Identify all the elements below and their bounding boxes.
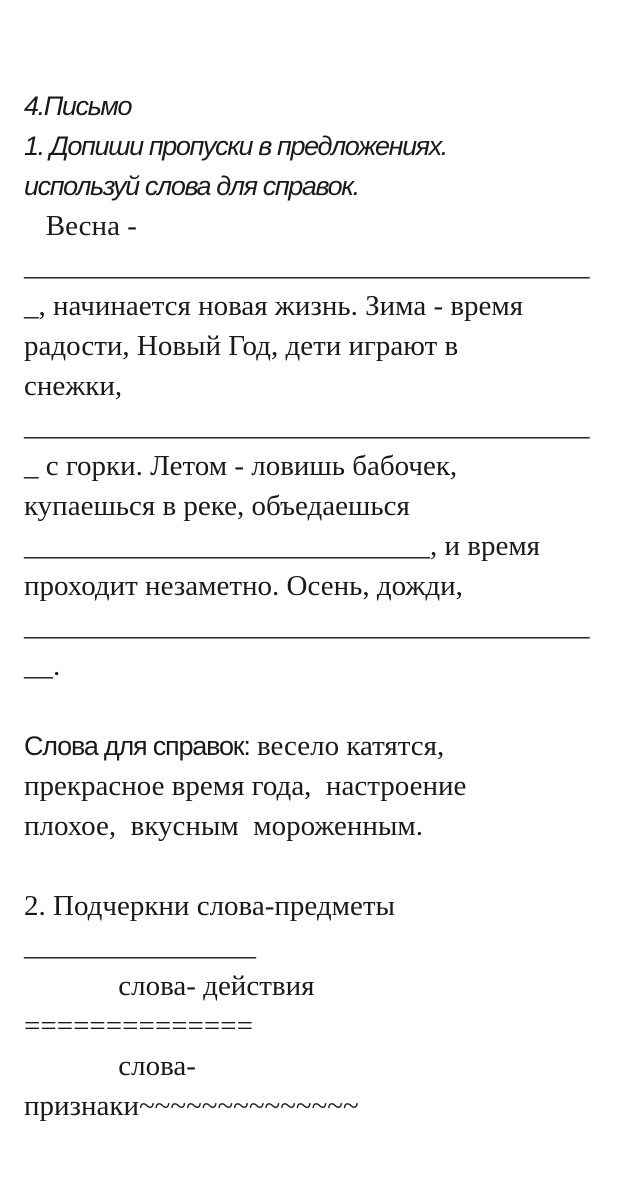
text-line: радости, Новый Год, дети играют в [24,330,459,362]
task1-instruction: 1. Допиши пропуски в предложениях. [24,131,447,161]
underline-sample-wavy: признаки~~~~~~~~~~~~~~ [24,1090,359,1122]
reference-words-line: прекрасное время года, настроение [24,770,467,802]
reference-words-line: плохое, вкусным мороженным. [24,810,424,842]
reference-words-line [24,726,630,766]
text-line: купаешься в реке, объедаешься [24,490,410,522]
task2-attributes-label: слова- [24,1050,196,1082]
text-line: Весна - [24,210,137,242]
text-line: проходит незаметно. Осень, дожди, [24,570,463,602]
text-line: ____________________________, и время [24,530,541,562]
reference-words-label: Слова для справок: [24,731,250,761]
blank-line: _______________________________________ [24,410,590,442]
text-line: __. [24,650,61,682]
section-title: 4.Письмо [24,91,132,121]
task1-instruction-cont: используй слова для справок. [24,171,359,201]
text-line: _, начинается новая жизнь. Зима - время [24,290,524,322]
task2-instruction: 2. Подчеркни слова-предметы [24,890,396,922]
blank-line: _______________________________________ [24,250,590,282]
text-line: _ с горки. Летом - ловишь бабочек, [24,450,458,482]
reference-words-text: весело катятся, [249,730,445,762]
worksheet-page [24,86,630,1126]
blank-line: _______________________________________ [24,610,590,642]
task2-actions-label: слова- действия [24,970,315,1002]
underline-sample-single: ________________ [24,930,256,962]
underline-sample-double: ============== [24,1010,253,1042]
text-line: снежки, [24,370,123,402]
